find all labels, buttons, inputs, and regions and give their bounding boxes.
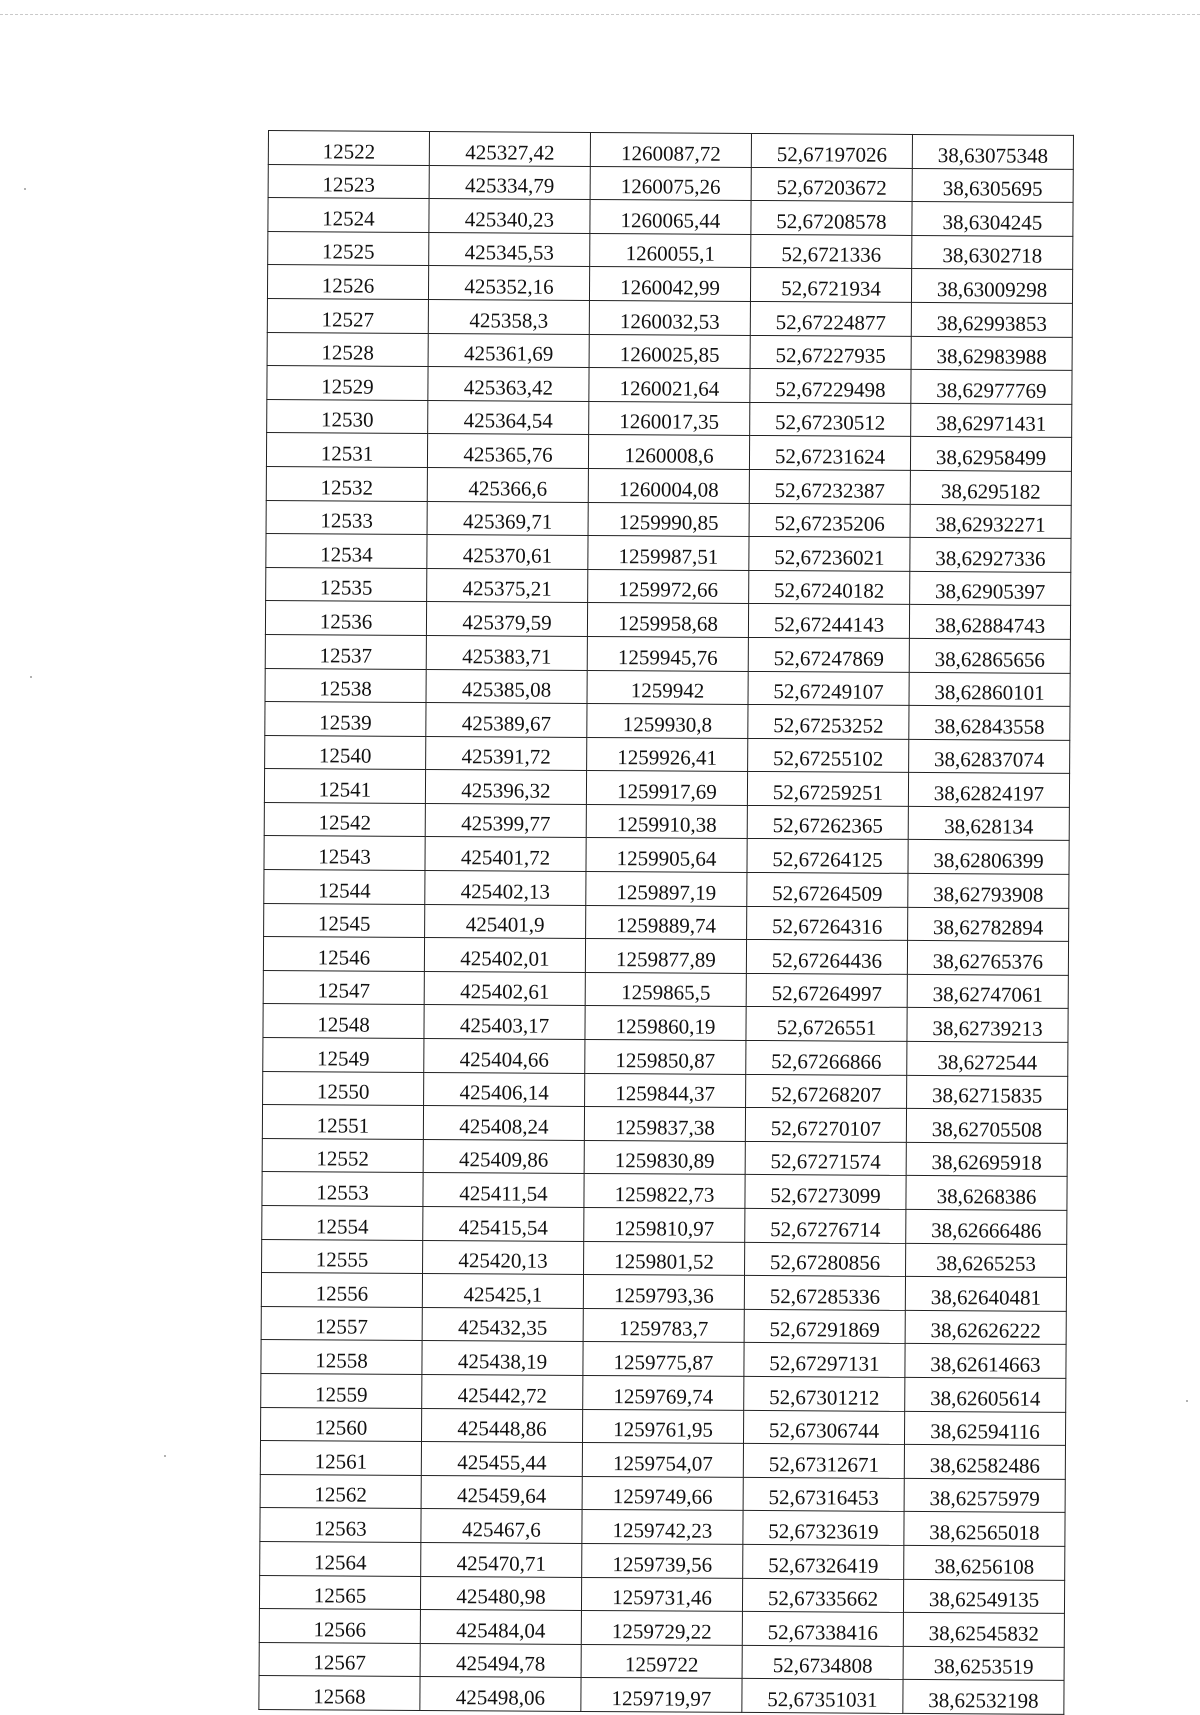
table-row (266, 500, 1071, 539)
latitude-cell: 52,67229498 (750, 369, 911, 404)
longitude-cell: 38,62793908 (908, 873, 1069, 908)
latitude-cell: 52,67247869 (748, 637, 909, 672)
y-coordinate-cell: 1259742,23 (582, 1510, 743, 1545)
table-row (267, 399, 1072, 438)
point-number-cell: 12542 (264, 802, 425, 837)
table-row (259, 1609, 1064, 1648)
point-number-cell: 12539 (265, 702, 426, 737)
table-row (263, 1004, 1068, 1043)
table-row (265, 634, 1070, 673)
table-row (260, 1474, 1065, 1513)
table-row (263, 937, 1068, 976)
y-coordinate-cell: 1260017,35 (589, 401, 750, 436)
table-row (261, 1340, 1066, 1379)
scan-speck (164, 1455, 166, 1457)
longitude-cell: 38,62905397 (910, 571, 1071, 606)
point-number-cell: 12549 (263, 1038, 424, 1073)
point-number-cell: 12535 (266, 567, 427, 602)
table-row (260, 1508, 1065, 1547)
longitude-cell: 38,62983988 (911, 336, 1072, 371)
y-coordinate-cell: 1259889,74 (586, 905, 747, 940)
x-coordinate-cell: 425379,59 (426, 602, 587, 637)
y-coordinate-cell: 1259830,89 (584, 1140, 745, 1175)
x-coordinate-cell: 425406,14 (424, 1072, 585, 1107)
table-row (265, 668, 1070, 707)
point-number-cell: 12553 (262, 1172, 423, 1207)
longitude-cell: 38,62806399 (908, 840, 1069, 875)
point-number-cell: 12522 (268, 131, 429, 166)
table-row (267, 332, 1072, 371)
x-coordinate-cell: 425352,16 (428, 266, 589, 301)
x-coordinate-cell: 425420,13 (423, 1240, 584, 1275)
point-number-cell: 12537 (265, 634, 426, 669)
y-coordinate-cell: 1260055,1 (590, 233, 751, 268)
point-number-cell: 12524 (268, 198, 429, 233)
x-coordinate-cell: 425383,71 (426, 635, 587, 670)
longitude-cell: 38,6302718 (912, 235, 1073, 270)
latitude-cell: 52,67306744 (743, 1410, 904, 1445)
longitude-cell: 38,62575979 (904, 1478, 1065, 1513)
x-coordinate-cell: 425415,54 (423, 1206, 584, 1241)
y-coordinate-cell: 1259926,41 (587, 737, 748, 772)
y-coordinate-cell: 1259837,38 (584, 1107, 745, 1142)
point-number-cell: 12559 (261, 1373, 422, 1408)
x-coordinate-cell: 425396,32 (425, 770, 586, 805)
y-coordinate-cell: 1259719,97 (581, 1678, 742, 1713)
x-coordinate-cell: 425370,61 (427, 535, 588, 570)
scan-speck (1186, 1400, 1188, 1402)
x-coordinate-cell: 425402,13 (425, 871, 586, 906)
longitude-cell: 38,62958499 (910, 437, 1071, 472)
y-coordinate-cell: 1259731,46 (581, 1577, 742, 1612)
table-row (260, 1541, 1065, 1580)
x-coordinate-cell: 425432,35 (422, 1307, 583, 1342)
y-coordinate-cell: 1259761,95 (582, 1409, 743, 1444)
y-coordinate-cell: 1259958,68 (587, 603, 748, 638)
y-coordinate-cell: 1260008,6 (588, 435, 749, 470)
table-row (266, 433, 1071, 472)
latitude-cell: 52,67236021 (749, 537, 910, 572)
table-row (263, 970, 1068, 1009)
table-row (260, 1407, 1065, 1446)
point-number-cell: 12557 (261, 1306, 422, 1341)
table-row (261, 1373, 1066, 1412)
longitude-cell: 38,62927336 (910, 538, 1071, 573)
longitude-cell: 38,6304245 (912, 202, 1073, 237)
point-number-cell: 12543 (264, 836, 425, 871)
point-number-cell: 12556 (261, 1273, 422, 1308)
table-row (264, 802, 1069, 841)
longitude-cell: 38,62837074 (909, 739, 1070, 774)
x-coordinate-cell: 425391,72 (426, 736, 587, 771)
longitude-cell: 38,62884743 (909, 605, 1070, 640)
table-row (266, 534, 1071, 573)
y-coordinate-cell: 1259793,36 (583, 1275, 744, 1310)
longitude-cell: 38,63009298 (911, 269, 1072, 304)
table-row (262, 1105, 1067, 1144)
point-number-cell: 12525 (268, 231, 429, 266)
latitude-cell: 52,67276714 (745, 1208, 906, 1243)
latitude-cell: 52,67285336 (744, 1276, 905, 1311)
latitude-cell: 52,67271574 (745, 1141, 906, 1176)
latitude-cell: 52,67338416 (742, 1612, 903, 1647)
longitude-cell: 38,6256108 (904, 1545, 1065, 1580)
point-number-cell: 12568 (259, 1676, 420, 1711)
x-coordinate-cell: 425401,9 (425, 904, 586, 939)
y-coordinate-cell: 1260025,85 (589, 334, 750, 369)
point-number-cell: 12530 (267, 399, 428, 434)
point-number-cell: 12541 (264, 769, 425, 804)
latitude-cell: 52,67301212 (744, 1376, 905, 1411)
y-coordinate-cell: 1260087,72 (590, 132, 751, 167)
latitude-cell: 52,67266866 (746, 1040, 907, 1075)
point-number-cell: 12528 (267, 332, 428, 367)
point-number-cell: 12551 (262, 1105, 423, 1140)
point-number-cell: 12550 (263, 1071, 424, 1106)
latitude-cell: 52,67291869 (744, 1309, 905, 1344)
longitude-cell: 38,62860101 (909, 672, 1070, 707)
point-number-cell: 12554 (262, 1205, 423, 1240)
point-number-cell: 12546 (263, 937, 424, 972)
longitude-cell: 38,6253519 (903, 1646, 1064, 1681)
point-number-cell: 12563 (260, 1508, 421, 1543)
y-coordinate-cell: 1259729,22 (581, 1611, 742, 1646)
x-coordinate-cell: 425345,53 (429, 232, 590, 267)
y-coordinate-cell: 1259917,69 (586, 771, 747, 806)
longitude-cell: 38,62705508 (906, 1109, 1067, 1144)
table-row (268, 164, 1073, 203)
x-coordinate-cell: 425448,86 (421, 1408, 582, 1443)
y-coordinate-cell: 1259930,8 (587, 704, 748, 739)
table-row (266, 466, 1071, 505)
longitude-cell: 38,6272544 (907, 1041, 1068, 1076)
table-row (264, 769, 1069, 808)
longitude-cell: 38,62977769 (911, 370, 1072, 405)
x-coordinate-cell: 425340,23 (429, 199, 590, 234)
latitude-cell: 52,6721934 (750, 268, 911, 303)
table-row (263, 1038, 1068, 1077)
point-number-cell: 12562 (260, 1474, 421, 1509)
x-coordinate-cell: 425459,64 (421, 1475, 582, 1510)
point-number-cell: 12564 (260, 1541, 421, 1576)
latitude-cell: 52,67255102 (748, 738, 909, 773)
table-row (266, 567, 1071, 606)
x-coordinate-cell: 425401,72 (425, 837, 586, 872)
scan-edge-line (0, 14, 1200, 15)
longitude-cell: 38,62640481 (905, 1277, 1066, 1312)
longitude-cell: 38,62865656 (909, 638, 1070, 673)
latitude-cell: 52,67227935 (750, 335, 911, 370)
x-coordinate-cell: 425369,71 (427, 501, 588, 536)
table-row (264, 836, 1069, 875)
table-row (261, 1273, 1066, 1312)
point-number-cell: 12545 (264, 903, 425, 938)
longitude-cell: 38,62614663 (905, 1344, 1066, 1379)
x-coordinate-cell: 425366,6 (427, 467, 588, 502)
y-coordinate-cell: 1259775,87 (583, 1342, 744, 1377)
latitude-cell: 52,67244143 (748, 604, 909, 639)
y-coordinate-cell: 1259942 (587, 670, 748, 705)
table-row (265, 735, 1070, 774)
point-number-cell: 12565 (259, 1575, 420, 1610)
point-number-cell: 12552 (262, 1138, 423, 1173)
y-coordinate-cell: 1259850,87 (585, 1039, 746, 1074)
scan-speck (30, 676, 32, 678)
longitude-cell: 38,628134 (908, 806, 1069, 841)
x-coordinate-cell: 425402,61 (424, 971, 585, 1006)
y-coordinate-cell: 1259945,76 (587, 636, 748, 671)
y-coordinate-cell: 1259972,66 (588, 569, 749, 604)
latitude-cell: 52,67235206 (749, 503, 910, 538)
longitude-cell: 38,62695918 (906, 1142, 1067, 1177)
y-coordinate-cell: 1259801,52 (584, 1241, 745, 1276)
point-number-cell: 12566 (259, 1609, 420, 1644)
x-coordinate-cell: 425375,21 (427, 568, 588, 603)
point-number-cell: 12561 (260, 1441, 421, 1476)
longitude-cell: 38,62843558 (909, 706, 1070, 741)
table-row (268, 231, 1073, 270)
y-coordinate-cell: 1259865,5 (585, 972, 746, 1007)
longitude-cell: 38,63075348 (912, 134, 1073, 169)
y-coordinate-cell: 1260004,08 (588, 468, 749, 503)
table-row (268, 131, 1073, 170)
latitude-cell: 52,67264316 (747, 906, 908, 941)
y-coordinate-cell: 1259722 (581, 1644, 742, 1679)
x-coordinate-cell: 425494,78 (420, 1643, 581, 1678)
table-row (262, 1172, 1067, 1211)
y-coordinate-cell: 1259749,66 (582, 1476, 743, 1511)
point-number-cell: 12555 (262, 1239, 423, 1274)
x-coordinate-cell: 425480,98 (420, 1576, 581, 1611)
table-row (259, 1676, 1064, 1715)
longitude-cell: 38,62545832 (903, 1613, 1064, 1648)
table-row (267, 298, 1072, 337)
y-coordinate-cell: 1259990,85 (588, 502, 749, 537)
x-coordinate-cell: 425385,08 (426, 669, 587, 704)
longitude-cell: 38,62993853 (911, 302, 1072, 337)
longitude-cell: 38,6268386 (906, 1176, 1067, 1211)
y-coordinate-cell: 1259860,19 (585, 1006, 746, 1041)
longitude-cell: 38,6295182 (910, 470, 1071, 505)
longitude-cell: 38,62765376 (907, 941, 1068, 976)
x-coordinate-cell: 425365,76 (427, 434, 588, 469)
y-coordinate-cell: 1259739,56 (582, 1543, 743, 1578)
point-number-cell: 12558 (261, 1340, 422, 1375)
latitude-cell: 52,67231624 (749, 436, 910, 471)
longitude-cell: 38,62565018 (904, 1512, 1065, 1547)
longitude-cell: 38,62549135 (903, 1579, 1064, 1614)
x-coordinate-cell: 425403,17 (424, 1005, 585, 1040)
y-coordinate-cell: 1259844,37 (585, 1073, 746, 1108)
longitude-cell: 38,62782894 (908, 907, 1069, 942)
y-coordinate-cell: 1259754,07 (582, 1443, 743, 1478)
y-coordinate-cell: 1259769,74 (583, 1375, 744, 1410)
latitude-cell: 52,67323619 (743, 1511, 904, 1546)
point-number-cell: 12560 (260, 1407, 421, 1442)
point-number-cell: 12540 (265, 735, 426, 770)
x-coordinate-cell: 425411,54 (423, 1173, 584, 1208)
y-coordinate-cell: 1259822,73 (584, 1174, 745, 1209)
longitude-cell: 38,62971431 (911, 403, 1072, 438)
y-coordinate-cell: 1260032,53 (589, 300, 750, 335)
latitude-cell: 52,67316453 (743, 1477, 904, 1512)
latitude-cell: 52,67203672 (751, 167, 912, 202)
latitude-cell: 52,67268207 (746, 1074, 907, 1109)
point-number-cell: 12548 (263, 1004, 424, 1039)
x-coordinate-cell: 425399,77 (425, 803, 586, 838)
point-number-cell: 12532 (266, 466, 427, 501)
table-row (260, 1441, 1065, 1480)
point-number-cell: 12526 (267, 265, 428, 300)
x-coordinate-cell: 425467,6 (421, 1509, 582, 1544)
x-coordinate-cell: 425470,71 (421, 1542, 582, 1577)
table-row (267, 265, 1072, 304)
x-coordinate-cell: 425327,42 (429, 131, 590, 166)
latitude-cell: 52,6726551 (746, 1007, 907, 1042)
y-coordinate-cell: 1259783,7 (583, 1308, 744, 1343)
point-number-cell: 12529 (267, 366, 428, 401)
latitude-cell: 52,67208578 (751, 201, 912, 236)
longitude-cell: 38,62739213 (907, 1008, 1068, 1043)
table-row (264, 870, 1069, 909)
latitude-cell: 52,67264997 (746, 973, 907, 1008)
latitude-cell: 52,67249107 (748, 671, 909, 706)
x-coordinate-cell: 425363,42 (428, 367, 589, 402)
latitude-cell: 52,67259251 (747, 772, 908, 807)
y-coordinate-cell: 1259910,38 (586, 804, 747, 839)
x-coordinate-cell: 425425,1 (422, 1274, 583, 1309)
coordinates-table (258, 130, 1074, 1715)
latitude-cell: 52,67297131 (744, 1343, 905, 1378)
y-coordinate-cell: 1259877,89 (585, 939, 746, 974)
latitude-cell: 52,67197026 (751, 133, 912, 168)
latitude-cell: 52,67224877 (750, 301, 911, 336)
latitude-cell: 52,67232387 (749, 469, 910, 504)
table-row (267, 366, 1072, 405)
latitude-cell: 52,67253252 (748, 705, 909, 740)
latitude-cell: 52,67312671 (743, 1444, 904, 1479)
y-coordinate-cell: 1260042,99 (589, 267, 750, 302)
longitude-cell: 38,62626222 (905, 1310, 1066, 1345)
point-number-cell: 12531 (266, 433, 427, 468)
latitude-cell: 52,67264436 (746, 940, 907, 975)
x-coordinate-cell: 425404,66 (424, 1039, 585, 1074)
table-row (262, 1138, 1067, 1177)
x-coordinate-cell: 425358,3 (428, 299, 589, 334)
longitude-cell: 38,62715835 (907, 1075, 1068, 1110)
latitude-cell: 52,67270107 (745, 1108, 906, 1143)
x-coordinate-cell: 425402,01 (424, 938, 585, 973)
latitude-cell: 52,6721336 (751, 234, 912, 269)
y-coordinate-cell: 1259905,64 (586, 838, 747, 873)
x-coordinate-cell: 425334,79 (429, 165, 590, 200)
x-coordinate-cell: 425455,44 (421, 1442, 582, 1477)
point-number-cell: 12538 (265, 668, 426, 703)
longitude-cell: 38,62932271 (910, 504, 1071, 539)
point-number-cell: 12547 (263, 970, 424, 1005)
latitude-cell: 52,67280856 (745, 1242, 906, 1277)
x-coordinate-cell: 425389,67 (426, 703, 587, 738)
longitude-cell: 38,6265253 (906, 1243, 1067, 1278)
y-coordinate-cell: 1259897,19 (586, 872, 747, 907)
y-coordinate-cell: 1260075,26 (590, 166, 751, 201)
point-number-cell: 12533 (266, 500, 427, 535)
longitude-cell: 38,62747061 (907, 974, 1068, 1009)
point-number-cell: 12544 (264, 870, 425, 905)
longitude-cell: 38,62582486 (904, 1445, 1065, 1480)
table-row (265, 702, 1070, 741)
table-row (265, 601, 1070, 640)
table-row (264, 903, 1069, 942)
y-coordinate-cell: 1259987,51 (588, 536, 749, 571)
latitude-cell: 52,67351031 (742, 1679, 903, 1714)
table-row (262, 1239, 1067, 1278)
x-coordinate-cell: 425408,24 (423, 1106, 584, 1141)
table-row (263, 1071, 1068, 1110)
x-coordinate-cell: 425409,86 (423, 1139, 584, 1174)
table-row (259, 1642, 1064, 1681)
latitude-cell: 52,67264125 (747, 839, 908, 874)
point-number-cell: 12567 (259, 1642, 420, 1677)
table-row (262, 1205, 1067, 1244)
point-number-cell: 12523 (268, 164, 429, 199)
longitude-cell: 38,62532198 (903, 1680, 1064, 1715)
longitude-cell: 38,62594116 (904, 1411, 1065, 1446)
table-row (268, 198, 1073, 237)
longitude-cell: 38,6305695 (912, 168, 1073, 203)
x-coordinate-cell: 425361,69 (428, 333, 589, 368)
longitude-cell: 38,62824197 (908, 773, 1069, 808)
latitude-cell: 52,67335662 (742, 1578, 903, 1613)
coordinates-table-body (259, 131, 1074, 1715)
y-coordinate-cell: 1259810,97 (584, 1207, 745, 1242)
table-row (261, 1306, 1066, 1345)
x-coordinate-cell: 425364,54 (428, 400, 589, 435)
x-coordinate-cell: 425484,04 (420, 1610, 581, 1645)
latitude-cell: 52,67230512 (750, 402, 911, 437)
latitude-cell: 52,67262365 (747, 805, 908, 840)
x-coordinate-cell: 425442,72 (422, 1374, 583, 1409)
y-coordinate-cell: 1260065,44 (590, 200, 751, 235)
point-number-cell: 12527 (267, 298, 428, 333)
latitude-cell: 52,6734808 (742, 1645, 903, 1680)
coordinates-table-container (258, 130, 1073, 1715)
table-row (259, 1575, 1064, 1614)
point-number-cell: 12534 (266, 534, 427, 569)
x-coordinate-cell: 425498,06 (420, 1677, 581, 1712)
point-number-cell: 12536 (265, 601, 426, 636)
latitude-cell: 52,67326419 (743, 1544, 904, 1579)
y-coordinate-cell: 1260021,64 (589, 368, 750, 403)
latitude-cell: 52,67264509 (747, 873, 908, 908)
x-coordinate-cell: 425438,19 (422, 1341, 583, 1376)
longitude-cell: 38,62605614 (905, 1377, 1066, 1412)
latitude-cell: 52,67273099 (745, 1175, 906, 1210)
latitude-cell: 52,67240182 (749, 570, 910, 605)
scan-speck (24, 188, 26, 190)
longitude-cell: 38,62666486 (906, 1209, 1067, 1244)
